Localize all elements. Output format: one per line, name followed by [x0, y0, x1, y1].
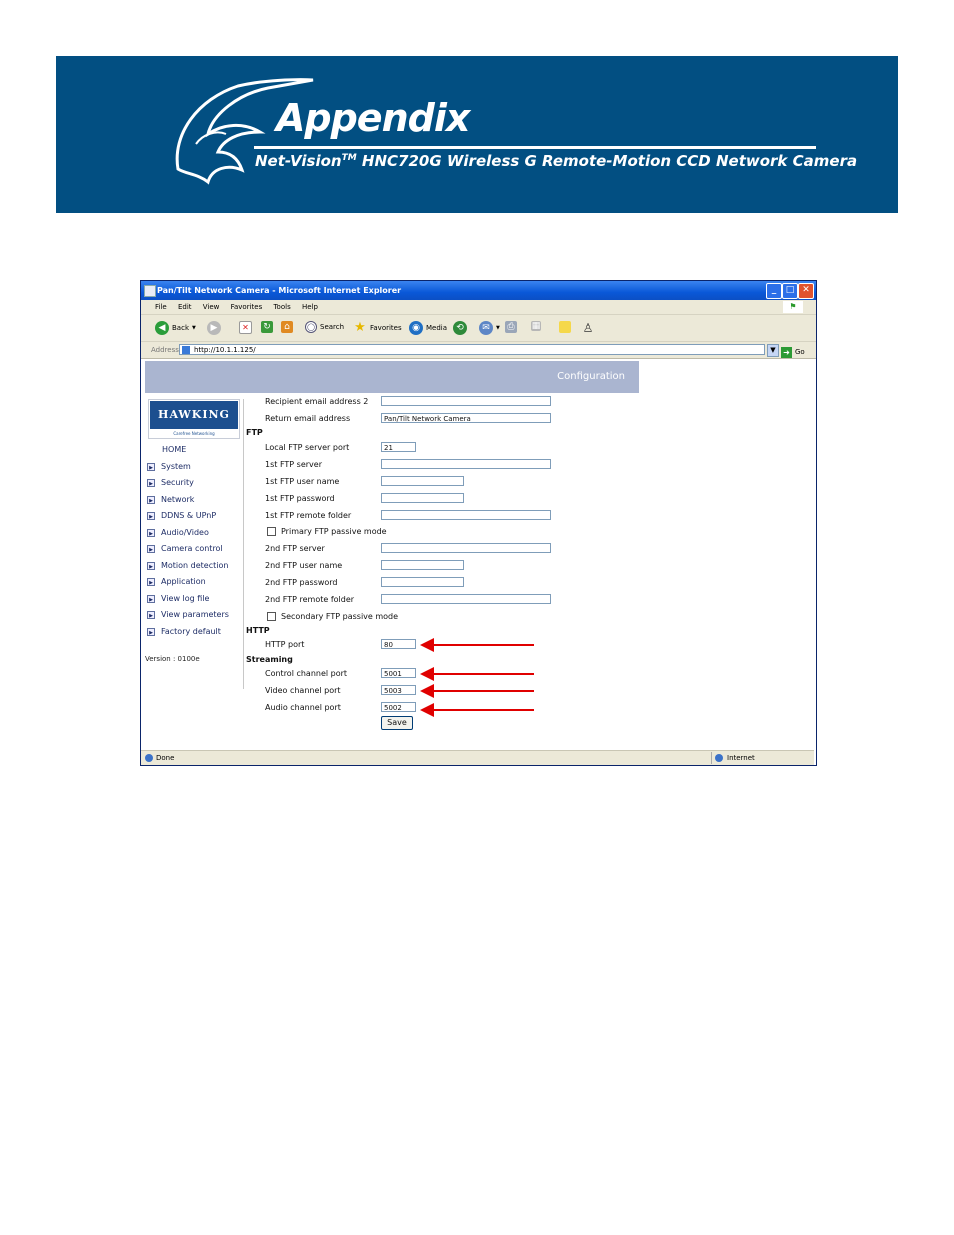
refresh-button[interactable]	[261, 321, 273, 333]
stop-icon: ✕	[239, 321, 252, 334]
favorites-button[interactable]: ★ Favorites	[354, 320, 402, 335]
home-button[interactable]	[281, 321, 293, 333]
menu-help[interactable]: Help	[301, 303, 318, 311]
callout-arrow-control-port	[418, 666, 538, 682]
maximize-button[interactable]: □	[782, 283, 798, 299]
menu-tools[interactable]: Tools	[273, 303, 291, 311]
banner-title: Appendix	[276, 96, 470, 140]
http-port-label: HTTP port	[265, 640, 305, 649]
media-button[interactable]: ◉ Media	[409, 321, 447, 335]
window-title: Pan/Tilt Network Camera - Microsoft Internet Explorer	[157, 286, 402, 295]
address-bar	[141, 342, 816, 359]
toolbar	[141, 315, 816, 342]
recipient-email-2-input[interactable]	[381, 396, 551, 406]
internet-globe-icon	[715, 754, 723, 762]
expand-arrow-icon: ▶	[147, 479, 155, 487]
status-separator	[711, 752, 712, 764]
notes-button[interactable]	[559, 321, 571, 333]
callout-arrow-http-port	[418, 637, 538, 653]
mail-button[interactable]	[479, 321, 500, 335]
hawking-logo	[148, 399, 240, 439]
audio-port-input[interactable]: 5002	[381, 702, 416, 712]
hawking-logo-tagline: Carefree Networking	[173, 431, 215, 436]
menu-view[interactable]: View	[202, 303, 220, 311]
ftp2-password-input[interactable]	[381, 577, 464, 587]
address-input[interactable]: http://10.1.1.125/	[179, 344, 765, 355]
expand-arrow-icon: ▶	[147, 529, 155, 537]
go-button[interactable]: ➜ Go	[781, 344, 805, 360]
firmware-version: Version : 0100e	[145, 655, 200, 663]
print-button[interactable]	[505, 321, 517, 333]
expand-arrow-icon: ▶	[147, 512, 155, 520]
nav-network[interactable]: ▶ Network	[147, 495, 194, 504]
status-bar	[141, 750, 814, 765]
stop-button[interactable]	[239, 321, 252, 334]
search-button[interactable]: ◯ Search	[305, 321, 344, 333]
nav-home[interactable]: HOME	[162, 445, 187, 454]
edit-icon: ▦	[531, 321, 541, 331]
streaming-section-heading: Streaming	[246, 655, 293, 664]
windows-logo-icon: ⚑	[783, 301, 803, 313]
back-dropdown-icon: ▼	[192, 325, 196, 331]
print-icon: ⎙	[505, 321, 517, 333]
history-icon: ⟲	[453, 321, 467, 335]
nav-view-parameters[interactable]: ▶ View parameters	[147, 610, 229, 619]
nav-motion-detection[interactable]: ▶ Motion detection	[147, 561, 228, 570]
ftp1-user-input[interactable]	[381, 476, 464, 486]
ftp2-server-label: 2nd FTP server	[265, 544, 325, 553]
checkbox-box[interactable]	[267, 527, 276, 536]
nav-application[interactable]: ▶ Application	[147, 577, 206, 586]
http-port-input[interactable]: 80	[381, 639, 416, 649]
checkbox-box[interactable]	[267, 612, 276, 621]
expand-arrow-icon: ▶	[147, 496, 155, 504]
forward-arrow-icon: ▶	[207, 321, 221, 335]
sticky-note-icon	[559, 321, 571, 333]
nav-ddns-upnp[interactable]: ▶ DDNS & UPnP	[147, 511, 216, 520]
menu-file[interactable]: File	[155, 303, 167, 311]
video-port-input[interactable]: 5003	[381, 685, 416, 695]
secondary-passive-checkbox[interactable]: Secondary FTP passive mode	[267, 612, 398, 621]
sidebar-divider	[243, 399, 244, 689]
banner-subtitle: Net-Vision™ HNC720G Wireless G Remote-Motion CCD Network Camera	[255, 152, 858, 170]
ftp1-folder-label: 1st FTP remote folder	[265, 511, 352, 520]
expand-arrow-icon: ▶	[147, 578, 155, 586]
nav-factory-default[interactable]: ▶ Factory default	[147, 627, 221, 636]
configuration-header: Configuration	[145, 361, 639, 393]
nav-audio-video[interactable]: ▶ Audio/Video	[147, 528, 209, 537]
expand-arrow-icon: ▶	[147, 611, 155, 619]
minimize-button[interactable]: _	[766, 283, 782, 299]
ftp2-user-input[interactable]	[381, 560, 464, 570]
menu-bar	[141, 300, 816, 315]
search-icon: ◯	[305, 321, 317, 333]
control-port-label: Control channel port	[265, 669, 348, 678]
return-email-label: Return email address	[265, 414, 351, 423]
video-port-label: Video channel port	[265, 686, 341, 695]
refresh-icon: ↻	[261, 321, 273, 333]
ftp2-user-label: 2nd FTP user name	[265, 561, 343, 570]
local-ftp-port-input[interactable]: 21	[381, 442, 416, 452]
back-arrow-icon: ◀	[155, 321, 169, 335]
recipient-email-2-label: Recipient email address 2	[265, 397, 369, 406]
mail-dropdown-icon: ▼	[496, 325, 500, 331]
home-icon: ⌂	[281, 321, 293, 333]
callout-arrow-video-port	[418, 683, 538, 699]
expand-arrow-icon: ▶	[147, 595, 155, 603]
expand-arrow-icon: ▶	[147, 463, 155, 471]
expand-arrow-icon: ▶	[147, 628, 155, 636]
media-icon: ◉	[409, 321, 423, 335]
ftp-section-heading: FTP	[246, 428, 263, 437]
callout-arrow-audio-port	[418, 702, 538, 718]
menu-favorites[interactable]: Favorites	[230, 303, 263, 311]
ftp1-password-input[interactable]	[381, 493, 464, 503]
control-port-input[interactable]: 5001	[381, 668, 416, 678]
edit-button[interactable]	[531, 321, 541, 331]
ftp1-server-label: 1st FTP server	[265, 460, 322, 469]
local-ftp-port-label: Local FTP server port	[265, 443, 350, 452]
mail-icon: ✉	[479, 321, 493, 335]
address-dropdown-icon[interactable]: ▼	[767, 344, 779, 357]
nav-system[interactable]: ▶ System	[147, 462, 191, 471]
nav-camera-control[interactable]: ▶ Camera control	[147, 544, 223, 553]
messenger-icon: ♙	[582, 321, 594, 335]
appendix-banner	[56, 56, 898, 213]
close-button[interactable]: ✕	[798, 283, 814, 299]
ftp1-folder-input[interactable]	[381, 510, 551, 520]
menu-edit[interactable]: Edit	[177, 303, 192, 311]
banner-rule	[254, 146, 816, 149]
http-section-heading: HTTP	[246, 626, 270, 635]
save-button[interactable]: Save	[381, 716, 413, 730]
address-label: Address	[151, 346, 179, 354]
nav-view-log-file[interactable]: ▶ View log file	[147, 594, 209, 603]
back-button[interactable]: ◀ Back ▼	[155, 321, 196, 335]
expand-arrow-icon: ▶	[147, 562, 155, 570]
ftp2-password-label: 2nd FTP password	[265, 578, 338, 587]
ie-page-icon	[144, 285, 156, 297]
ftp2-folder-label: 2nd FTP remote folder	[265, 595, 355, 604]
history-button[interactable]	[453, 321, 467, 335]
nav-security[interactable]: ▶ Security	[147, 478, 194, 487]
return-email-input[interactable]: Pan/Tilt Network Camera	[381, 413, 551, 423]
ftp1-server-input[interactable]	[381, 459, 551, 469]
hawking-logo-mark: HAWKING	[150, 401, 238, 429]
status-zone: Internet	[715, 751, 755, 765]
ftp1-user-label: 1st FTP user name	[265, 477, 340, 486]
ftp1-password-label: 1st FTP password	[265, 494, 335, 503]
go-arrow-icon: ➜	[781, 347, 792, 358]
forward-button[interactable]	[207, 321, 221, 335]
title-bar[interactable]	[141, 281, 816, 300]
ftp2-server-input[interactable]	[381, 543, 551, 553]
messenger-button[interactable]	[581, 321, 595, 335]
page-status-icon	[145, 754, 153, 762]
star-icon: ★	[354, 320, 366, 335]
expand-arrow-icon: ▶	[147, 545, 155, 553]
status-done: Done	[145, 751, 174, 765]
primary-passive-checkbox[interactable]: Primary FTP passive mode	[267, 527, 387, 536]
ftp2-folder-input[interactable]	[381, 594, 551, 604]
audio-port-label: Audio channel port	[265, 703, 341, 712]
